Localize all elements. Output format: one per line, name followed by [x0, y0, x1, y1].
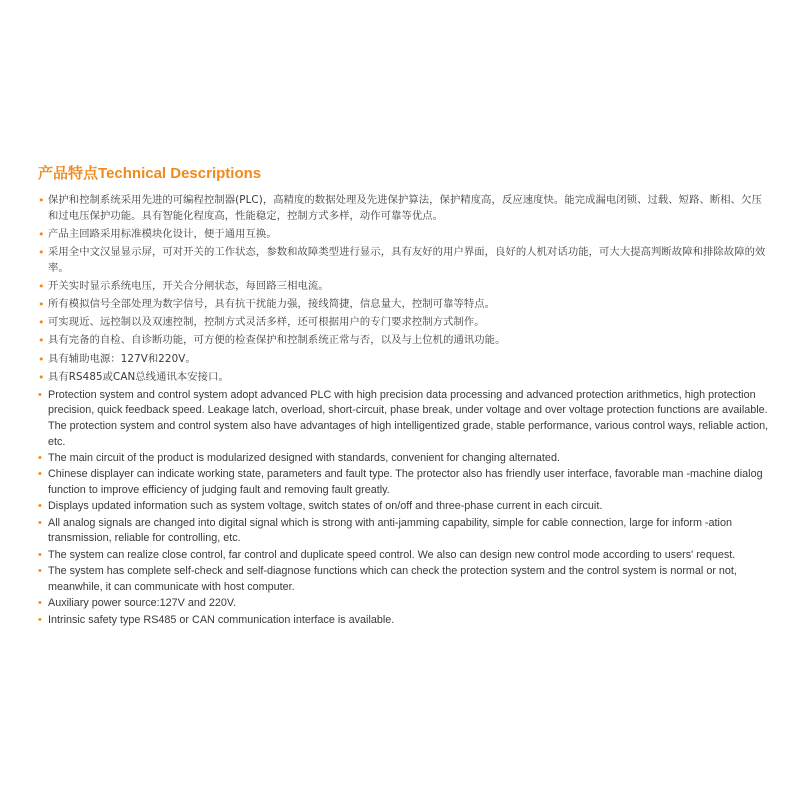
feature-item-zh [38, 315, 770, 331]
bullet-icon: • [38, 613, 42, 626]
feature-text: 开关实时显示系统电压，开关合分闸状态，每回路三相电流。 [48, 279, 329, 292]
bullet-icon: • [38, 500, 42, 513]
feature-text: 产品主回路采用标准模块化设计，便于通用互换。 [48, 227, 277, 240]
feature-item-en [38, 467, 770, 498]
feature-text: 具有RS485或CAN总线通讯本安接口。 [48, 370, 229, 383]
bullet-icon: • [38, 352, 45, 366]
feature-item-en [38, 388, 770, 450]
feature-item-zh [38, 370, 770, 386]
feature-text: All analog signals are changed into digital signal which is strong with anti-jamming capability, simple for cable connection, large for inform -ation transmission, reliable for controlling, etc. [48, 516, 732, 545]
feature-text: 具有完备的自检、自诊断功能，可方便的检查保护和控制系统正常与否，以及与上位机的通讯功能。 [48, 334, 506, 347]
feature-item-en [38, 516, 770, 547]
bullet-icon: • [38, 565, 42, 578]
section-heading [38, 163, 770, 184]
feature-text: The system can realize close control, far control and duplicate speed control. We also can design new control mode according to users' request. [48, 548, 736, 561]
bullet-icon: • [38, 297, 45, 311]
bullet-icon: • [38, 227, 45, 241]
feature-text: 具有辅助电源：127V和220V。 [48, 352, 196, 365]
feature-item-en [38, 451, 770, 467]
feature-item-zh [38, 245, 770, 276]
feature-text: 可实现近、远控制以及双速控制，控制方式灵活多样，还可根据用户的专门要求控制方式制作。 [48, 316, 485, 329]
english-feature-list [38, 388, 770, 628]
feature-text: The main circuit of the product is modularized designed with standards, convenient for changing alternated. [48, 452, 560, 465]
feature-item-zh [38, 227, 770, 243]
feature-item-zh [38, 279, 770, 295]
feature-item-zh [38, 297, 770, 313]
feature-item-en [38, 564, 770, 595]
bullet-icon: • [38, 279, 45, 293]
heading-en: Technical Descriptions [98, 165, 262, 182]
bullet-icon: • [38, 516, 42, 529]
bullet-icon: • [38, 316, 45, 330]
feature-text: Intrinsic safety type RS485 or CAN communication interface is available. [48, 613, 395, 626]
feature-text: Chinese displayer can indicate working state, parameters and fault type. The protector also has friendly user interface, favorable man -machine dialog function to improve efficiency of judging fault and removing fault greatly. [48, 468, 763, 497]
feature-text: 采用全中文汉显显示屏，可对开关的工作状态，参数和故障类型进行显示，具有友好的用户界面，良好的人机对话功能，可大大提高判断故障和排除故障的效率。 [48, 245, 766, 274]
feature-item-en [38, 499, 770, 515]
feature-text: Protection system and control system adopt advanced PLC with high precision data processing and advanced protection arithmetics, high protection precision, quick feedback speed. Leakage latch, overload, short-circuit, phase break, under voltage and over voltage protection functions are available. The protection system and control system also have advantages of high intelligentized grade, stable performance, various control ways, reliable action, etc. [48, 388, 769, 448]
feature-text: Displays updated information such as system voltage, switch states of on/off and three-phase current in each circuit. [48, 500, 603, 513]
feature-text: Auxiliary power source:127V and 220V. [48, 597, 237, 610]
heading-zh: 产品特点 [38, 164, 99, 182]
feature-item-zh [38, 333, 770, 349]
feature-text: 所有模拟信号全部处理为数字信号，具有抗干扰能力强，接线简捷，信息量大，控制可靠等特点。 [48, 297, 496, 310]
feature-text: The system has complete self-check and self-diagnose functions which can check the protection system and the control system is normal or not, meanwhile, it can communicate with host computer. [48, 565, 737, 593]
feature-item-zh [38, 193, 770, 224]
chinese-feature-list [38, 193, 770, 385]
bullet-icon: • [38, 597, 42, 610]
bullet-icon: • [38, 468, 42, 481]
bullet-icon: • [38, 452, 42, 465]
bullet-icon: • [38, 370, 45, 384]
feature-item-en [38, 548, 770, 564]
feature-item-zh [38, 352, 770, 368]
feature-item-en [38, 613, 770, 629]
technical-descriptions-section [38, 163, 770, 629]
bullet-icon: • [38, 245, 45, 259]
feature-item-en [38, 596, 770, 612]
bullet-icon: • [38, 194, 45, 207]
bullet-icon: • [38, 548, 42, 561]
bullet-icon: • [38, 388, 42, 401]
bullet-icon: • [38, 334, 45, 348]
feature-text: 保护和控制系统采用先进的可编程控制器(PLC)，高精度的数据处理及先进保护算法，保护精度高，反应速度快。能完成漏电闭锁、过载、短路、断相、欠压和过电压保护功能。具有智能化程度高，性能稳定，控制方式多样，动作可靠等优点。 [48, 194, 762, 222]
